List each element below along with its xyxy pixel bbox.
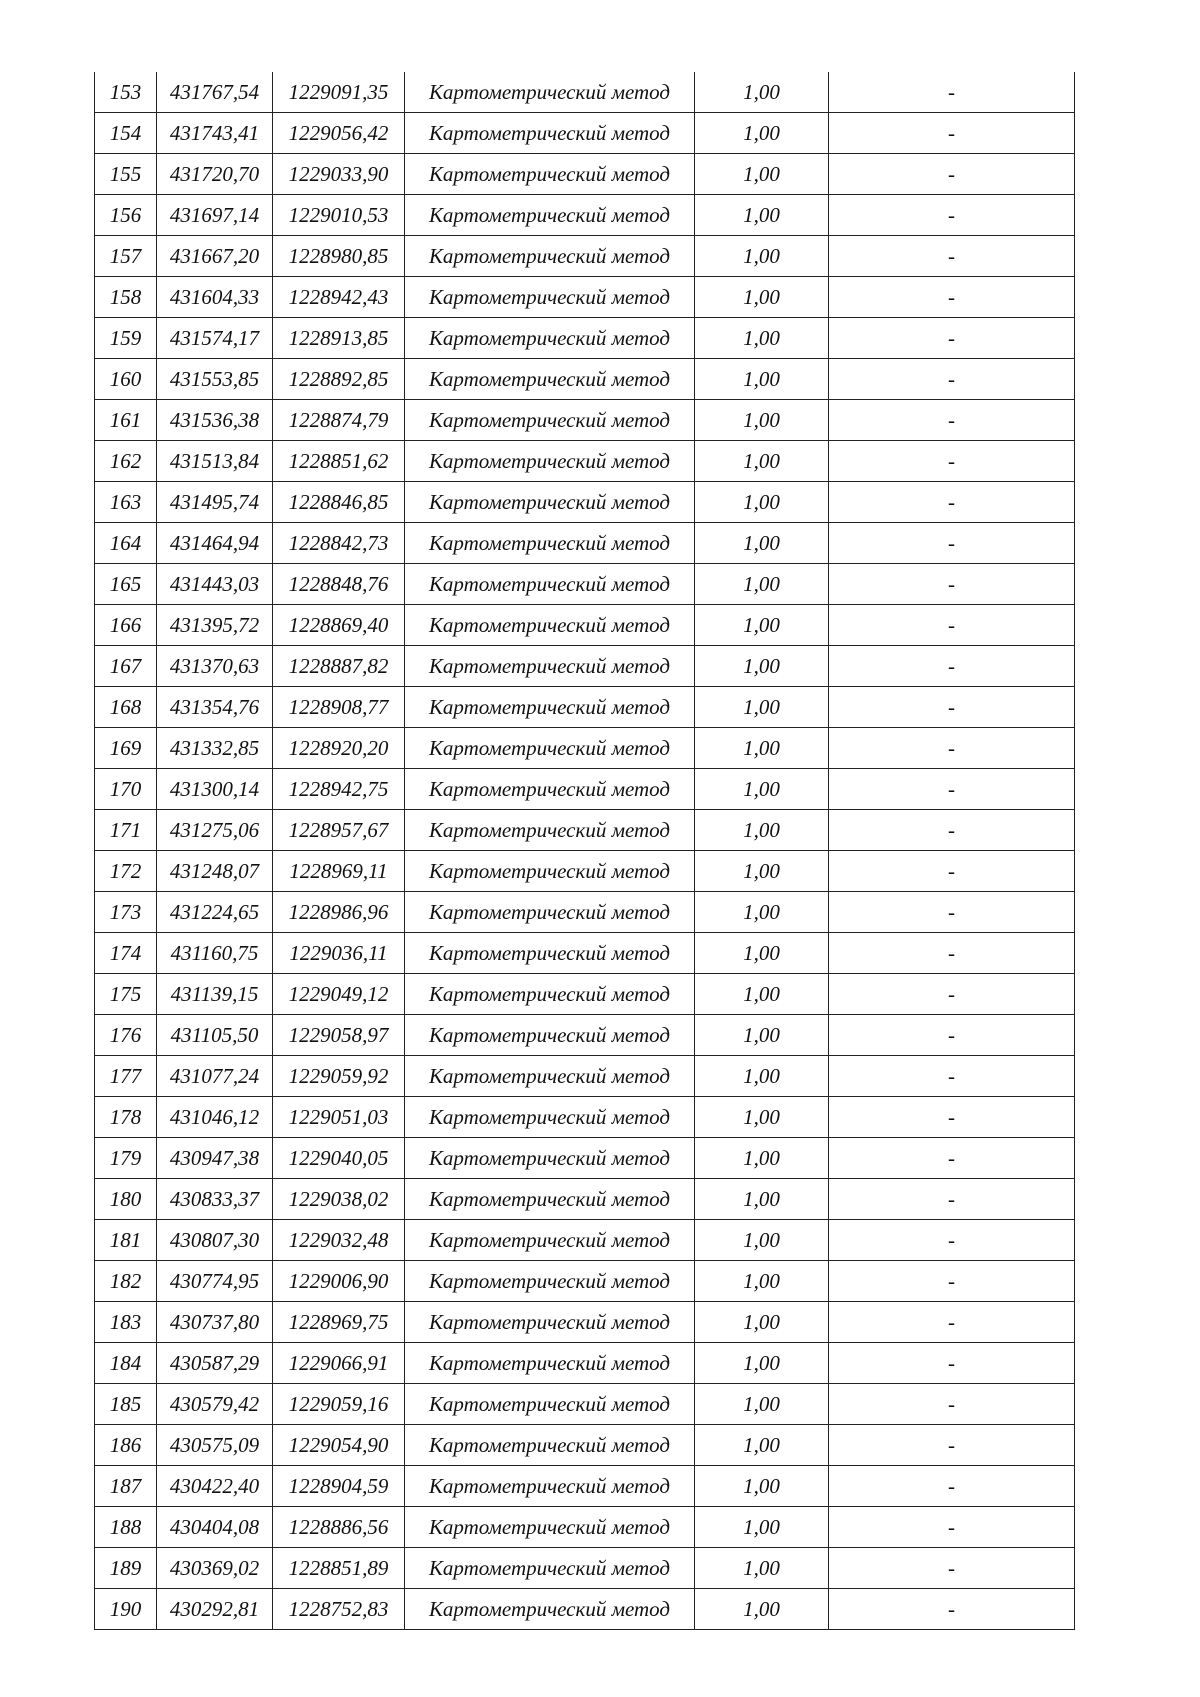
method-cell: Картометрический метод bbox=[405, 1302, 695, 1343]
y-coordinate-cell: 1229032,48 bbox=[273, 1220, 405, 1261]
table-row bbox=[95, 1548, 1075, 1589]
method-cell: Картометрический метод bbox=[405, 318, 695, 359]
x-coordinate-cell: 431224,65 bbox=[157, 892, 273, 933]
method-cell: Картометрический метод bbox=[405, 1343, 695, 1384]
accuracy-cell: 1,00 bbox=[695, 564, 829, 605]
y-coordinate-cell: 1228886,56 bbox=[273, 1507, 405, 1548]
table-row bbox=[95, 1179, 1075, 1220]
x-coordinate-cell: 431370,63 bbox=[157, 646, 273, 687]
y-coordinate-cell: 1229066,91 bbox=[273, 1343, 405, 1384]
accuracy-cell: 1,00 bbox=[695, 523, 829, 564]
table-row bbox=[95, 687, 1075, 728]
description-cell: - bbox=[829, 769, 1075, 810]
description-cell: - bbox=[829, 113, 1075, 154]
description-cell: - bbox=[829, 236, 1075, 277]
table-row bbox=[95, 564, 1075, 605]
x-coordinate-cell: 430833,37 bbox=[157, 1179, 273, 1220]
accuracy-cell: 1,00 bbox=[695, 1179, 829, 1220]
x-coordinate-cell: 431667,20 bbox=[157, 236, 273, 277]
table-row bbox=[95, 1507, 1075, 1548]
method-cell: Картометрический метод bbox=[405, 605, 695, 646]
method-cell: Картометрический метод bbox=[405, 974, 695, 1015]
accuracy-cell: 1,00 bbox=[695, 236, 829, 277]
y-coordinate-cell: 1228842,73 bbox=[273, 523, 405, 564]
x-coordinate-cell: 431553,85 bbox=[157, 359, 273, 400]
table-row bbox=[95, 277, 1075, 318]
method-cell: Картометрический метод bbox=[405, 933, 695, 974]
accuracy-cell: 1,00 bbox=[695, 1015, 829, 1056]
description-cell: - bbox=[829, 1302, 1075, 1343]
table-row bbox=[95, 1056, 1075, 1097]
y-coordinate-cell: 1229054,90 bbox=[273, 1425, 405, 1466]
description-cell: - bbox=[829, 974, 1075, 1015]
x-coordinate-cell: 431464,94 bbox=[157, 523, 273, 564]
point-number-cell: 170 bbox=[95, 769, 157, 810]
point-number-cell: 160 bbox=[95, 359, 157, 400]
x-coordinate-cell: 430774,95 bbox=[157, 1261, 273, 1302]
accuracy-cell: 1,00 bbox=[695, 1138, 829, 1179]
y-coordinate-cell: 1229091,35 bbox=[273, 72, 405, 113]
document-page bbox=[94, 72, 1074, 1630]
table-row bbox=[95, 1589, 1075, 1630]
method-cell: Картометрический метод bbox=[405, 564, 695, 605]
accuracy-cell: 1,00 bbox=[695, 72, 829, 113]
y-coordinate-cell: 1229006,90 bbox=[273, 1261, 405, 1302]
accuracy-cell: 1,00 bbox=[695, 400, 829, 441]
y-coordinate-cell: 1229040,05 bbox=[273, 1138, 405, 1179]
method-cell: Картометрический метод bbox=[405, 728, 695, 769]
x-coordinate-cell: 430575,09 bbox=[157, 1425, 273, 1466]
table-row bbox=[95, 1261, 1075, 1302]
point-number-cell: 154 bbox=[95, 113, 157, 154]
accuracy-cell: 1,00 bbox=[695, 482, 829, 523]
x-coordinate-cell: 431300,14 bbox=[157, 769, 273, 810]
description-cell: - bbox=[829, 359, 1075, 400]
point-number-cell: 175 bbox=[95, 974, 157, 1015]
accuracy-cell: 1,00 bbox=[695, 728, 829, 769]
table-row bbox=[95, 72, 1075, 113]
y-coordinate-cell: 1229056,42 bbox=[273, 113, 405, 154]
x-coordinate-cell: 431443,03 bbox=[157, 564, 273, 605]
accuracy-cell: 1,00 bbox=[695, 810, 829, 851]
accuracy-cell: 1,00 bbox=[695, 1466, 829, 1507]
method-cell: Картометрический метод bbox=[405, 1425, 695, 1466]
description-cell: - bbox=[829, 1466, 1075, 1507]
y-coordinate-cell: 1229059,16 bbox=[273, 1384, 405, 1425]
table-row bbox=[95, 974, 1075, 1015]
method-cell: Картометрический метод bbox=[405, 1384, 695, 1425]
description-cell: - bbox=[829, 1548, 1075, 1589]
accuracy-cell: 1,00 bbox=[695, 1548, 829, 1589]
accuracy-cell: 1,00 bbox=[695, 1589, 829, 1630]
accuracy-cell: 1,00 bbox=[695, 277, 829, 318]
description-cell: - bbox=[829, 646, 1075, 687]
x-coordinate-cell: 431160,75 bbox=[157, 933, 273, 974]
x-coordinate-cell: 430807,30 bbox=[157, 1220, 273, 1261]
point-number-cell: 173 bbox=[95, 892, 157, 933]
point-number-cell: 153 bbox=[95, 72, 157, 113]
method-cell: Картометрический метод bbox=[405, 1466, 695, 1507]
point-number-cell: 190 bbox=[95, 1589, 157, 1630]
accuracy-cell: 1,00 bbox=[695, 933, 829, 974]
point-number-cell: 166 bbox=[95, 605, 157, 646]
method-cell: Картометрический метод bbox=[405, 441, 695, 482]
x-coordinate-cell: 431354,76 bbox=[157, 687, 273, 728]
method-cell: Картометрический метод bbox=[405, 482, 695, 523]
table-row bbox=[95, 523, 1075, 564]
y-coordinate-cell: 1228969,11 bbox=[273, 851, 405, 892]
description-cell: - bbox=[829, 564, 1075, 605]
x-coordinate-cell: 431604,33 bbox=[157, 277, 273, 318]
y-coordinate-cell: 1229036,11 bbox=[273, 933, 405, 974]
method-cell: Картометрический метод bbox=[405, 1589, 695, 1630]
x-coordinate-cell: 431536,38 bbox=[157, 400, 273, 441]
description-cell: - bbox=[829, 277, 1075, 318]
point-number-cell: 158 bbox=[95, 277, 157, 318]
y-coordinate-cell: 1228887,82 bbox=[273, 646, 405, 687]
point-number-cell: 164 bbox=[95, 523, 157, 564]
accuracy-cell: 1,00 bbox=[695, 1302, 829, 1343]
point-number-cell: 189 bbox=[95, 1548, 157, 1589]
method-cell: Картометрический метод bbox=[405, 113, 695, 154]
x-coordinate-cell: 431332,85 bbox=[157, 728, 273, 769]
point-number-cell: 184 bbox=[95, 1343, 157, 1384]
table-row bbox=[95, 1343, 1075, 1384]
method-cell: Картометрический метод bbox=[405, 1056, 695, 1097]
point-number-cell: 177 bbox=[95, 1056, 157, 1097]
table-row bbox=[95, 1302, 1075, 1343]
x-coordinate-cell: 430404,08 bbox=[157, 1507, 273, 1548]
table-row bbox=[95, 359, 1075, 400]
accuracy-cell: 1,00 bbox=[695, 1261, 829, 1302]
table-row bbox=[95, 154, 1075, 195]
coordinates-table-body bbox=[95, 72, 1075, 1630]
description-cell: - bbox=[829, 195, 1075, 236]
x-coordinate-cell: 430292,81 bbox=[157, 1589, 273, 1630]
table-row bbox=[95, 646, 1075, 687]
point-number-cell: 186 bbox=[95, 1425, 157, 1466]
x-coordinate-cell: 431720,70 bbox=[157, 154, 273, 195]
method-cell: Картометрический метод bbox=[405, 1220, 695, 1261]
table-row bbox=[95, 236, 1075, 277]
description-cell: - bbox=[829, 851, 1075, 892]
table-row bbox=[95, 1425, 1075, 1466]
table-row bbox=[95, 482, 1075, 523]
y-coordinate-cell: 1228913,85 bbox=[273, 318, 405, 359]
y-coordinate-cell: 1229038,02 bbox=[273, 1179, 405, 1220]
x-coordinate-cell: 430737,80 bbox=[157, 1302, 273, 1343]
description-cell: - bbox=[829, 810, 1075, 851]
description-cell: - bbox=[829, 1056, 1075, 1097]
point-number-cell: 165 bbox=[95, 564, 157, 605]
y-coordinate-cell: 1228942,75 bbox=[273, 769, 405, 810]
x-coordinate-cell: 431495,74 bbox=[157, 482, 273, 523]
description-cell: - bbox=[829, 482, 1075, 523]
table-row bbox=[95, 1466, 1075, 1507]
table-row bbox=[95, 1138, 1075, 1179]
point-number-cell: 163 bbox=[95, 482, 157, 523]
table-row bbox=[95, 318, 1075, 359]
accuracy-cell: 1,00 bbox=[695, 769, 829, 810]
description-cell: - bbox=[829, 892, 1075, 933]
table-row bbox=[95, 1384, 1075, 1425]
y-coordinate-cell: 1228986,96 bbox=[273, 892, 405, 933]
y-coordinate-cell: 1228942,43 bbox=[273, 277, 405, 318]
accuracy-cell: 1,00 bbox=[695, 892, 829, 933]
x-coordinate-cell: 431248,07 bbox=[157, 851, 273, 892]
description-cell: - bbox=[829, 1261, 1075, 1302]
method-cell: Картометрический метод bbox=[405, 1261, 695, 1302]
method-cell: Картометрический метод bbox=[405, 400, 695, 441]
accuracy-cell: 1,00 bbox=[695, 1384, 829, 1425]
point-number-cell: 161 bbox=[95, 400, 157, 441]
point-number-cell: 171 bbox=[95, 810, 157, 851]
x-coordinate-cell: 431697,14 bbox=[157, 195, 273, 236]
description-cell: - bbox=[829, 1015, 1075, 1056]
accuracy-cell: 1,00 bbox=[695, 113, 829, 154]
y-coordinate-cell: 1229058,97 bbox=[273, 1015, 405, 1056]
point-number-cell: 182 bbox=[95, 1261, 157, 1302]
table-row bbox=[95, 810, 1075, 851]
table-row bbox=[95, 851, 1075, 892]
point-number-cell: 183 bbox=[95, 1302, 157, 1343]
point-number-cell: 157 bbox=[95, 236, 157, 277]
accuracy-cell: 1,00 bbox=[695, 441, 829, 482]
accuracy-cell: 1,00 bbox=[695, 318, 829, 359]
accuracy-cell: 1,00 bbox=[695, 974, 829, 1015]
y-coordinate-cell: 1229051,03 bbox=[273, 1097, 405, 1138]
method-cell: Картометрический метод bbox=[405, 154, 695, 195]
y-coordinate-cell: 1228846,85 bbox=[273, 482, 405, 523]
y-coordinate-cell: 1228848,76 bbox=[273, 564, 405, 605]
y-coordinate-cell: 1228908,77 bbox=[273, 687, 405, 728]
point-number-cell: 174 bbox=[95, 933, 157, 974]
x-coordinate-cell: 431139,15 bbox=[157, 974, 273, 1015]
method-cell: Картометрический метод bbox=[405, 769, 695, 810]
table-row bbox=[95, 441, 1075, 482]
point-number-cell: 188 bbox=[95, 1507, 157, 1548]
method-cell: Картометрический метод bbox=[405, 195, 695, 236]
description-cell: - bbox=[829, 728, 1075, 769]
y-coordinate-cell: 1228851,89 bbox=[273, 1548, 405, 1589]
description-cell: - bbox=[829, 318, 1075, 359]
x-coordinate-cell: 431513,84 bbox=[157, 441, 273, 482]
table-row bbox=[95, 769, 1075, 810]
point-number-cell: 180 bbox=[95, 1179, 157, 1220]
accuracy-cell: 1,00 bbox=[695, 851, 829, 892]
accuracy-cell: 1,00 bbox=[695, 1425, 829, 1466]
y-coordinate-cell: 1228904,59 bbox=[273, 1466, 405, 1507]
description-cell: - bbox=[829, 1179, 1075, 1220]
table-row bbox=[95, 1015, 1075, 1056]
point-number-cell: 176 bbox=[95, 1015, 157, 1056]
method-cell: Картометрический метод bbox=[405, 1507, 695, 1548]
method-cell: Картометрический метод bbox=[405, 72, 695, 113]
y-coordinate-cell: 1229033,90 bbox=[273, 154, 405, 195]
y-coordinate-cell: 1228957,67 bbox=[273, 810, 405, 851]
description-cell: - bbox=[829, 72, 1075, 113]
table-row bbox=[95, 400, 1075, 441]
x-coordinate-cell: 430579,42 bbox=[157, 1384, 273, 1425]
description-cell: - bbox=[829, 154, 1075, 195]
description-cell: - bbox=[829, 441, 1075, 482]
description-cell: - bbox=[829, 933, 1075, 974]
x-coordinate-cell: 431767,54 bbox=[157, 72, 273, 113]
method-cell: Картометрический метод bbox=[405, 810, 695, 851]
method-cell: Картометрический метод bbox=[405, 892, 695, 933]
x-coordinate-cell: 431105,50 bbox=[157, 1015, 273, 1056]
description-cell: - bbox=[829, 400, 1075, 441]
table-row bbox=[95, 892, 1075, 933]
accuracy-cell: 1,00 bbox=[695, 359, 829, 400]
point-number-cell: 179 bbox=[95, 1138, 157, 1179]
description-cell: - bbox=[829, 1425, 1075, 1466]
point-number-cell: 156 bbox=[95, 195, 157, 236]
table-row bbox=[95, 113, 1075, 154]
x-coordinate-cell: 431574,17 bbox=[157, 318, 273, 359]
x-coordinate-cell: 431395,72 bbox=[157, 605, 273, 646]
accuracy-cell: 1,00 bbox=[695, 1220, 829, 1261]
description-cell: - bbox=[829, 1589, 1075, 1630]
x-coordinate-cell: 431743,41 bbox=[157, 113, 273, 154]
method-cell: Картометрический метод bbox=[405, 851, 695, 892]
point-number-cell: 185 bbox=[95, 1384, 157, 1425]
y-coordinate-cell: 1228869,40 bbox=[273, 605, 405, 646]
method-cell: Картометрический метод bbox=[405, 236, 695, 277]
description-cell: - bbox=[829, 523, 1075, 564]
description-cell: - bbox=[829, 1138, 1075, 1179]
point-number-cell: 168 bbox=[95, 687, 157, 728]
y-coordinate-cell: 1229049,12 bbox=[273, 974, 405, 1015]
y-coordinate-cell: 1228874,79 bbox=[273, 400, 405, 441]
description-cell: - bbox=[829, 687, 1075, 728]
method-cell: Картометрический метод bbox=[405, 1179, 695, 1220]
point-number-cell: 162 bbox=[95, 441, 157, 482]
method-cell: Картометрический метод bbox=[405, 359, 695, 400]
accuracy-cell: 1,00 bbox=[695, 687, 829, 728]
table-row bbox=[95, 933, 1075, 974]
x-coordinate-cell: 431275,06 bbox=[157, 810, 273, 851]
method-cell: Картометрический метод bbox=[405, 523, 695, 564]
y-coordinate-cell: 1228752,83 bbox=[273, 1589, 405, 1630]
accuracy-cell: 1,00 bbox=[695, 195, 829, 236]
method-cell: Картометрический метод bbox=[405, 1015, 695, 1056]
x-coordinate-cell: 430422,40 bbox=[157, 1466, 273, 1507]
description-cell: - bbox=[829, 1220, 1075, 1261]
y-coordinate-cell: 1228969,75 bbox=[273, 1302, 405, 1343]
point-number-cell: 159 bbox=[95, 318, 157, 359]
method-cell: Картометрический метод bbox=[405, 1548, 695, 1589]
y-coordinate-cell: 1229059,92 bbox=[273, 1056, 405, 1097]
table-row bbox=[95, 728, 1075, 769]
table-row bbox=[95, 1097, 1075, 1138]
description-cell: - bbox=[829, 1097, 1075, 1138]
table-row bbox=[95, 1220, 1075, 1261]
y-coordinate-cell: 1229010,53 bbox=[273, 195, 405, 236]
accuracy-cell: 1,00 bbox=[695, 605, 829, 646]
accuracy-cell: 1,00 bbox=[695, 1507, 829, 1548]
x-coordinate-cell: 430369,02 bbox=[157, 1548, 273, 1589]
accuracy-cell: 1,00 bbox=[695, 1343, 829, 1384]
point-number-cell: 167 bbox=[95, 646, 157, 687]
y-coordinate-cell: 1228920,20 bbox=[273, 728, 405, 769]
table-row bbox=[95, 195, 1075, 236]
point-number-cell: 172 bbox=[95, 851, 157, 892]
description-cell: - bbox=[829, 605, 1075, 646]
x-coordinate-cell: 430947,38 bbox=[157, 1138, 273, 1179]
point-number-cell: 178 bbox=[95, 1097, 157, 1138]
x-coordinate-cell: 430587,29 bbox=[157, 1343, 273, 1384]
accuracy-cell: 1,00 bbox=[695, 1056, 829, 1097]
y-coordinate-cell: 1228980,85 bbox=[273, 236, 405, 277]
y-coordinate-cell: 1228892,85 bbox=[273, 359, 405, 400]
accuracy-cell: 1,00 bbox=[695, 154, 829, 195]
description-cell: - bbox=[829, 1507, 1075, 1548]
method-cell: Картометрический метод bbox=[405, 277, 695, 318]
point-number-cell: 155 bbox=[95, 154, 157, 195]
point-number-cell: 181 bbox=[95, 1220, 157, 1261]
method-cell: Картометрический метод bbox=[405, 646, 695, 687]
accuracy-cell: 1,00 bbox=[695, 646, 829, 687]
method-cell: Картометрический метод bbox=[405, 1138, 695, 1179]
method-cell: Картометрический метод bbox=[405, 687, 695, 728]
description-cell: - bbox=[829, 1343, 1075, 1384]
point-number-cell: 187 bbox=[95, 1466, 157, 1507]
method-cell: Картометрический метод bbox=[405, 1097, 695, 1138]
coordinates-table bbox=[94, 72, 1075, 1630]
x-coordinate-cell: 431077,24 bbox=[157, 1056, 273, 1097]
description-cell: - bbox=[829, 1384, 1075, 1425]
table-row bbox=[95, 605, 1075, 646]
y-coordinate-cell: 1228851,62 bbox=[273, 441, 405, 482]
accuracy-cell: 1,00 bbox=[695, 1097, 829, 1138]
x-coordinate-cell: 431046,12 bbox=[157, 1097, 273, 1138]
point-number-cell: 169 bbox=[95, 728, 157, 769]
